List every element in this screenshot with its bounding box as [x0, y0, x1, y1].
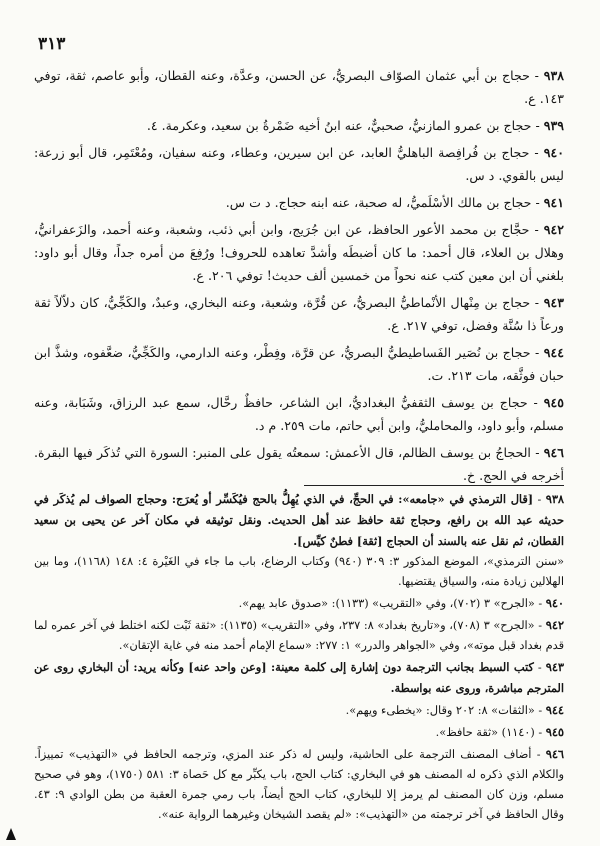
- footnote-separator: -: [534, 704, 546, 717]
- footnote-number: ٩٤٣: [545, 660, 564, 674]
- entry-number: ٩٤٥: [543, 395, 564, 410]
- entry-number: ٩٤١: [543, 195, 564, 210]
- footnote-number: ٩٤٢: [545, 618, 564, 632]
- entry-number: ٩٤٢: [543, 222, 565, 237]
- footnote-quote: [قال الترمذي في «جامعه»: في الحجِّ، في الذي يُهِلُّ بالحج فيُكَسِّر أو يُعرَج: وحجاج الصواف لم يُذكَر في حديثه عبد الله بن رافع، وحجاج ثقة حافظ عند أهل الحديث. ونقل توثيقه في مكان آخر عن يحيى بن سعيد القطان، ثم نقل عنه بالسند أن الحجاج [ثقة] فطنٌ كيِّس].: [34, 492, 564, 548]
- entry-text: حجاج بن يوسف الثقفيُّ البغداديُّ، ابن الشاعر، حافظٌ رحَّال، سمع عبد الرزاق، وشَبَابة، وعنه مسلم، وأبو داود، والمحامليُّ، وابن أبي حاتم، مات ٢٥٩. م د.: [34, 395, 564, 433]
- footnote-text: «الثقات» ٨: ٢٠٢ وقال: «يخطىء ويهم».: [345, 704, 535, 717]
- entry-separator: -: [527, 395, 544, 410]
- footnote-item: [34, 722, 564, 743]
- entry-separator: -: [529, 145, 544, 160]
- entry-text: حجاج بن نُصَير الفَساطيطيُّ البصريُّ، عن قرَّة، وفِطْر، وعنه الدارمي، والكَجِّيُّ، ضعَّفوه، وشذَّ ابن حبان فوثَّقه، مات ٢١٣. ت.: [34, 345, 564, 383]
- entries-list: [34, 64, 564, 491]
- footnote-item: [34, 744, 564, 825]
- entry-item: [34, 141, 564, 187]
- entry-number: ٩٣٨: [543, 68, 564, 83]
- page-corner-mark: [6, 828, 16, 840]
- footnotes-list: [34, 489, 564, 826]
- entry-number: ٩٤٤: [543, 345, 565, 360]
- footnote-number: ٩٤٤: [545, 703, 564, 717]
- entry-separator: -: [531, 118, 544, 133]
- entry-text: حجاج بن مالك الأسْلَميُّ، له صحبة، عنه ابنه حجاج. د ت س.: [225, 195, 532, 210]
- footnote-separator: -: [534, 726, 546, 739]
- footnote-number: ٩٣٨: [545, 492, 564, 506]
- entry-text: حجاج بن أبي عثمان الصوّاف البصريُّ، عن الحسن، وعدَّة، وعنه القطان، وأبو عاصم، ثقة، توفي ١٤٣. ع.: [34, 68, 564, 106]
- entry-number: ٩٣٩: [543, 118, 564, 133]
- entry-item: [34, 341, 564, 387]
- entry-item: [34, 391, 564, 437]
- entry-number: ٩٤٦: [543, 445, 564, 460]
- entry-item: [34, 191, 564, 214]
- entry-separator: -: [530, 345, 544, 360]
- footnote-separator: -: [531, 748, 546, 761]
- entry-text: الحجاجُ بن يوسف الظالم، قال الأعمش: سمعتُه يقول على المنبر: السورة التي تُذكَر فيها البقرة. أخرجه في الحج. خ.: [34, 445, 564, 483]
- footnote-text: أضاف المصنف الترجمة على الحاشية، وليس له ذكر عند المزي، وترجمه الحافظ في «التهذيب» تمييزاً. والكلام الذي ذكره له المصنف هو في البخاري: كتاب الحج، باب يكبِّر مع كل حَصاة ٣: ٥٨١ (١٧٥٠)، وهو في صحيح مسلم، وزن كان المصنف لم يرمز إلا للبخاري، كتاب الحج أيضاً، باب رمي جمرة العقبة من بطن الوادي ٩: ٤٣. وقال الحافظ في آخر ترجمته من «التهذيب»: «لم يقصد الشيخان وغيرهما الرواية عنه».: [34, 748, 564, 821]
- footnote-number: ٩٤٥: [545, 725, 564, 739]
- entry-separator: -: [531, 195, 544, 210]
- entry-item: [34, 64, 564, 110]
- footnote-separator: -: [534, 619, 546, 632]
- footnote-divider: [304, 485, 564, 486]
- footnote-text: «سنن الترمذي»، الموضع المذكور ٣: ٣٠٩ (٩٤٠) وكتاب الرضاع، باب ما جاء في الغَيْرة ٤: ١٤٨ (١١٦٨)، وما بين الهلالين زيادة منه، والسياق يقتضيها.: [34, 555, 564, 588]
- footnote-item: [34, 489, 564, 592]
- entry-item: [34, 441, 564, 487]
- entry-number: ٩٤٠: [543, 145, 565, 160]
- footnote-number: ٩٤٠: [545, 596, 564, 610]
- footnote-number: ٩٤٦: [545, 747, 564, 761]
- footnote-item: [34, 657, 564, 699]
- footnote-text: «الجرح» ٣ (٧٠٢)، وفي «التقريب» (١١٣٣): «صدوق عابد يهم».: [238, 597, 535, 610]
- entry-text: حجَّاج بن محمد الأعور الحافظ، عن ابن جُرَيج، وابن أبي ذئب، وشعبة، وعنه أحمد، والزَعفرانيُّ، وهلال بن العلاء، قال أحمد: ما كان أضبطَه وأشدَّ تعاهده للحروف! ورُفِعَ من أمره جداً، وقال أبو داود: بلغني أن ابن معين كتب عنه نحواً من خمسين ألف حديث! توفي ٢٠٦. ع.: [34, 222, 564, 283]
- entry-separator: -: [530, 445, 544, 460]
- entry-item: [34, 218, 564, 287]
- entry-item: [34, 114, 564, 137]
- footnote-quote: كتب السبط بجانب الترجمة دون إشارة إلى كلمة معينة: [وعن واحد عنه] وكأنه يريد: أن البخاري روى عن المترجم مباشرة، وروى عنه بواسطة.: [34, 660, 564, 695]
- footnote-item: [34, 700, 564, 721]
- footnote-text: «الجرح» ٣ (٧٠٨)، و«تاريخ بغداد» ٨: ٢٣٧، وفي «التقريب» (١١٣٥): «ثقة ثَبْت لكنه اختلط في آخر عمره لما قدم بغداد قبل موته»، وفي «الجواهر والدرر» ١: ٢٧٧: «سماع الإمام أحمد منه في غاية الإتقان».: [34, 619, 564, 652]
- entry-text: حجاج بن مِنْهال الأنْماطيُّ البصريُّ، عن قُرَّة، وشعبة، وعنه البخاري، وعبدٌ، والكَجِّيُّ، كان دلاّلاً ثقة ورعاً ذا سُنَّة وفضل، توفي ٢١٧. ع.: [34, 295, 564, 333]
- page-number: ٣١٣: [38, 34, 66, 54]
- footnote-text: (١١٤٠) «ثقة حافظ».: [435, 726, 535, 739]
- footnote-item: [34, 615, 564, 656]
- entry-separator: -: [530, 295, 544, 310]
- footnote-separator: -: [533, 493, 546, 506]
- entry-text: حجاج بن عمرو المازنيُّ، صحبيٌّ، عنه ابنُ أخيه ضَمْرةُ بن سعيد، وعكرمة. ٤.: [146, 118, 532, 133]
- entry-separator: -: [529, 222, 544, 237]
- footnote-separator: -: [533, 661, 546, 674]
- footnote-item: [34, 593, 564, 614]
- entry-separator: -: [529, 68, 544, 83]
- entry-number: ٩٤٣: [543, 295, 564, 310]
- footnote-separator: -: [534, 597, 546, 610]
- entry-text: حجاج بن فُرافِصة الباهليُّ العابد، عن ابن سيرين، وعطاء، وعنه سفيان، ومُعْتَمِر، قال أبو زرعة: ليس بالقوي. د س.: [34, 145, 564, 183]
- entry-item: [34, 291, 564, 337]
